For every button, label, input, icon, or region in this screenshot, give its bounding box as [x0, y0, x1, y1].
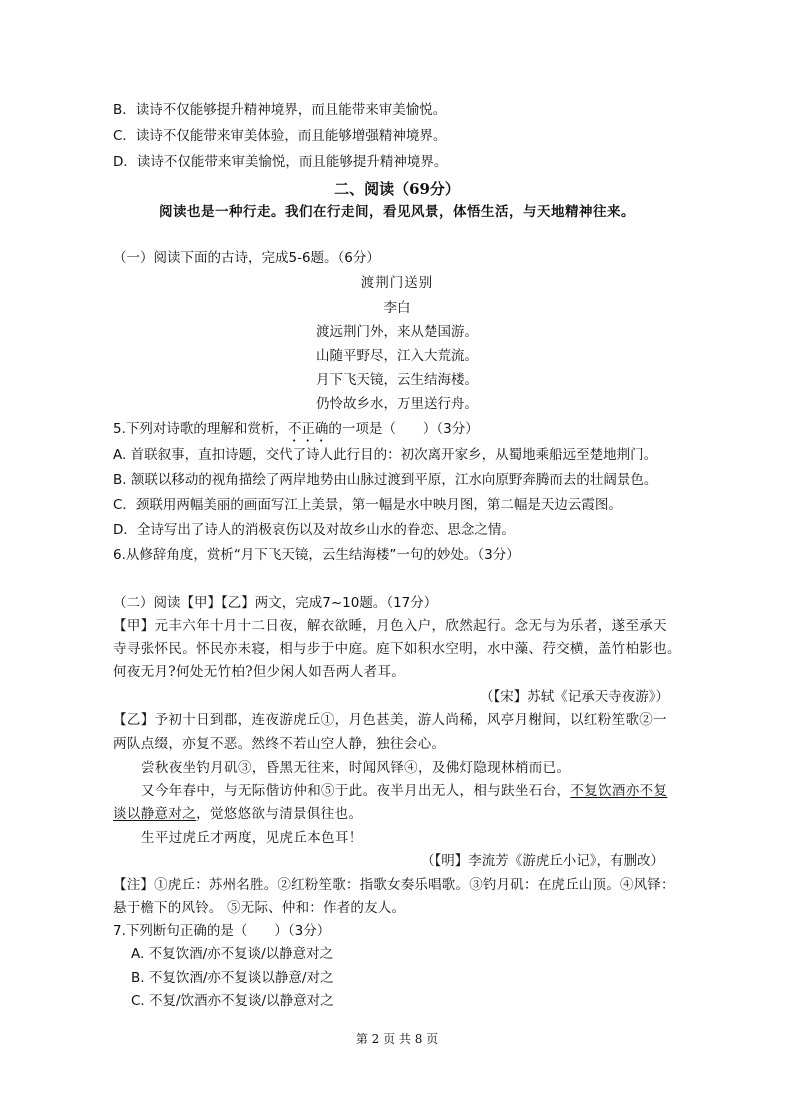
q6-stem: 6.从修辞角度，赏析“月下飞天镜，云生结海楼”一句的妙处。（3分）: [113, 547, 520, 563]
page-number: 第 2 页 共 8 页: [355, 1032, 439, 1046]
poem-line: 渡远荆门外，来从楚国游。: [316, 324, 478, 340]
q5-option-c: C．颈联用两幅美丽的画面写江上美景，第一幅是水中映月图，第二幅是天边云霞图。: [113, 497, 622, 513]
section-motto: 阅读也是一种行走。我们在行走间，看见风景，体悟生活，与天地精神往来。: [159, 204, 635, 220]
poem-line: 月下飞天镜，云生结海楼。: [316, 372, 478, 388]
yi-underlined-phrase: 谈以静意对之: [113, 806, 197, 822]
q5-option-a: A. 首联叙事，直扣诗题，交代了诗人此行目的：初次离开家乡，从蜀地乘船远至楚地荆门。: [113, 447, 658, 463]
jia-source: （【宋】苏轼《记承天寺夜游》）: [480, 689, 669, 705]
part2-instruction: （二）阅读【甲】【乙】两文，完成7~10题。（17分）: [113, 595, 438, 611]
yi-text-line: 尝秋夜坐钓月矶③，昏黑无往来，时闻风铎④，及佛灯隐现林梢而已。: [141, 760, 571, 776]
q5-stem: [113, 420, 479, 445]
jia-text-line: 【甲】元丰六年十月十二日夜，解衣欲睡，月色入户，欣然起行。念无与为乐者，遂至承天: [113, 618, 667, 634]
yi-line4-plain: 又今年春中，与无际偕访仲和⑤于此。夜半月出无人，相与趺坐石台，: [141, 783, 571, 799]
q5-option-b: B. 颔联以移动的视角描绘了两岸地势由山脉过渡到平原，江水向原野奔腾而去的壮阔景色。: [113, 472, 658, 488]
yi-source: （【明】李流芳《游虎丘小记》，有删改）: [421, 853, 664, 869]
yi-text-line: [141, 782, 667, 800]
jia-text-line: 寺寻张怀民。怀民亦未寝，相与步于中庭。庭下如积水空明，水中藻、荇交横，盖竹柏影也。: [113, 641, 681, 657]
poem-author: 李白: [383, 300, 411, 316]
q4-option-d: D．读诗不仅能带来审美愉悦，而且能够提升精神境界。: [113, 154, 448, 170]
section-title: 二、阅读（69分）: [334, 180, 460, 198]
q5-option-d: D．全诗写出了诗人的消极哀伤以及对故乡山水的眷恋、思念之情。: [113, 522, 515, 538]
yi-text-line: [113, 805, 362, 823]
notes-line: 悬于檐下的风铃。 ⑤无际、仲和：作者的友人。: [113, 900, 406, 916]
yi-line5-plain: ，觉悠悠欲与清景俱往也。: [196, 806, 363, 822]
notes-line: 【注】①虎丘：苏州名胜。②红粉笙歌：指歌女奏乐唱歌。③钓月矶：在虎丘山顶。④风铎：: [113, 877, 675, 893]
q7-option-c: C. 不复/饮酒亦不复谈/以静意对之: [131, 993, 334, 1009]
yi-text-line: 两队点缀，亦复不恶。然终不若山空人静，独往会心。: [113, 736, 446, 752]
q7-stem: 7.下列断句正确的是（ ）（3分）: [113, 923, 331, 939]
q7-option-b: B. 不复饮酒/亦不复谈以静意/对之: [131, 970, 334, 986]
q4-option-c: C．读诗不仅能带来审美体验，而且能够增强精神境界。: [113, 128, 447, 144]
q5-stem-emphasis: 不正确: [287, 421, 329, 437]
part1-instruction: （一）阅读下面的古诗，完成5-6题。（6分）: [113, 250, 380, 266]
poem-title: 渡荆门送别: [360, 275, 434, 291]
yi-text-line: 【乙】予初十日到郡，连夜游虎丘①，月色甚美，游人尚稀，风亭月榭间，以红粉笙歌②一: [113, 712, 667, 728]
jia-text-line: 何夜无月?何处无竹柏?但少闲人如吾两人者耳。: [113, 664, 406, 680]
q5-stem-pre: 5.下列对诗歌的理解和赏析，: [113, 421, 288, 437]
poem-line: 山随平野尽，江入大荒流。: [316, 348, 478, 364]
poem-line: 仍怜故乡水，万里送行舟。: [316, 396, 478, 412]
q5-stem-post: 的一项是（ ）（3分）: [328, 421, 479, 437]
q4-option-b: B．读诗不仅能够提升精神境界，而且能带来审美愉悦。: [113, 102, 447, 118]
yi-text-line: 生平过虎丘才两度，见虎丘本色耳！: [141, 830, 363, 846]
yi-underlined-phrase: 不复饮酒亦不复: [570, 783, 668, 799]
q7-option-a: A. 不复饮酒/亦不复谈/以静意对之: [131, 946, 334, 962]
